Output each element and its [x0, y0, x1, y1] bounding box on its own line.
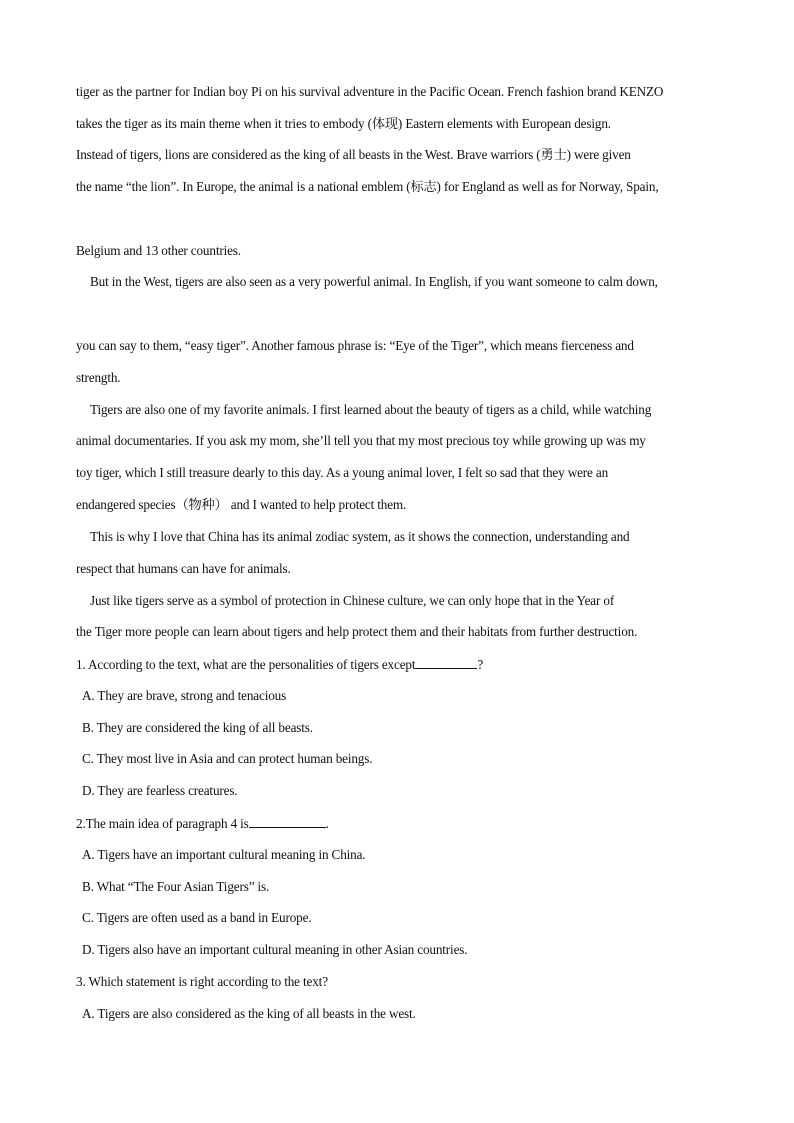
passage-line: takes the tiger as its main theme when it tries to embody (体现) Eastern elements with European design.	[76, 116, 611, 131]
question-1-option-a[interactable]: A. They are brave, strong and tenacious	[82, 688, 287, 703]
passage-line: strength.	[76, 370, 121, 385]
question-1-stem	[76, 655, 483, 674]
paragraph-start: This is why I love that China has its animal zodiac system, as it shows the connection, understanding and	[90, 529, 630, 544]
question-1-option-b[interactable]: B. They are considered the king of all beasts.	[82, 720, 313, 735]
passage-line: you can say to them, “easy tiger”. Another famous phrase is: “Eye of the Tiger”, which means fierceness and	[76, 338, 634, 353]
question-2-end: .	[325, 816, 329, 831]
passage-line: endangered species（物种） and I wanted to help protect them.	[76, 497, 407, 512]
question-2-option-d[interactable]: D. Tigers also have an important cultural meaning in other Asian countries.	[82, 942, 468, 957]
answer-blank[interactable]	[249, 814, 326, 828]
question-2-text: 2.The main idea of paragraph 4 is	[76, 816, 249, 831]
passage-line: the name “the lion”. In Europe, the animal is a national emblem (标志) for England as well as for Norway, Spain,	[76, 179, 659, 194]
passage-line: toy tiger, which I still treasure dearly to this day. As a young animal lover, I felt so sad that they were an	[76, 465, 609, 480]
question-2-option-c[interactable]: C. Tigers are often used as a band in Europe.	[82, 910, 312, 925]
paragraph-start: But in the West, tigers are also seen as a very powerful animal. In English, if you want someone to calm down,	[90, 274, 658, 289]
question-2-option-a[interactable]: A. Tigers have an important cultural meaning in China.	[82, 847, 366, 862]
paragraph-start: Tigers are also one of my favorite animals. I first learned about the beauty of tigers as a child, while watching	[90, 402, 652, 417]
question-1-option-d[interactable]: D. They are fearless creatures.	[82, 783, 238, 798]
paragraph-start: Just like tigers serve as a symbol of protection in Chinese culture, we can only hope that in the Year of	[90, 593, 615, 608]
passage-line: Belgium and 13 other countries.	[76, 243, 241, 258]
question-3-option-a[interactable]: A. Tigers are also considered as the king of all beasts in the west.	[82, 1006, 416, 1021]
passage-line: respect that humans can have for animals.	[76, 561, 291, 576]
passage-line: the Tiger more people can learn about tigers and help protect them and their habitats from further destruction.	[76, 624, 638, 639]
question-3-stem: 3. Which statement is right according to the text?	[76, 974, 328, 989]
passage-line: animal documentaries. If you ask my mom, she’ll tell you that my most precious toy while growing up was my	[76, 433, 646, 448]
question-2-option-b[interactable]: B. What “The Four Asian Tigers” is.	[82, 879, 270, 894]
question-1-option-c[interactable]: C. They most live in Asia and can protect human beings.	[82, 751, 373, 766]
passage-line: Instead of tigers, lions are considered as the king of all beasts in the West. Brave warriors (勇士) were given	[76, 147, 631, 162]
question-1-end: ?	[477, 657, 484, 672]
passage-line: tiger as the partner for Indian boy Pi on his survival adventure in the Pacific Ocean. French fashion brand KENZO	[76, 84, 664, 99]
answer-blank[interactable]	[415, 655, 477, 669]
question-1-text: 1. According to the text, what are the personalities of tigers except	[76, 657, 416, 672]
question-2-stem	[76, 814, 329, 833]
